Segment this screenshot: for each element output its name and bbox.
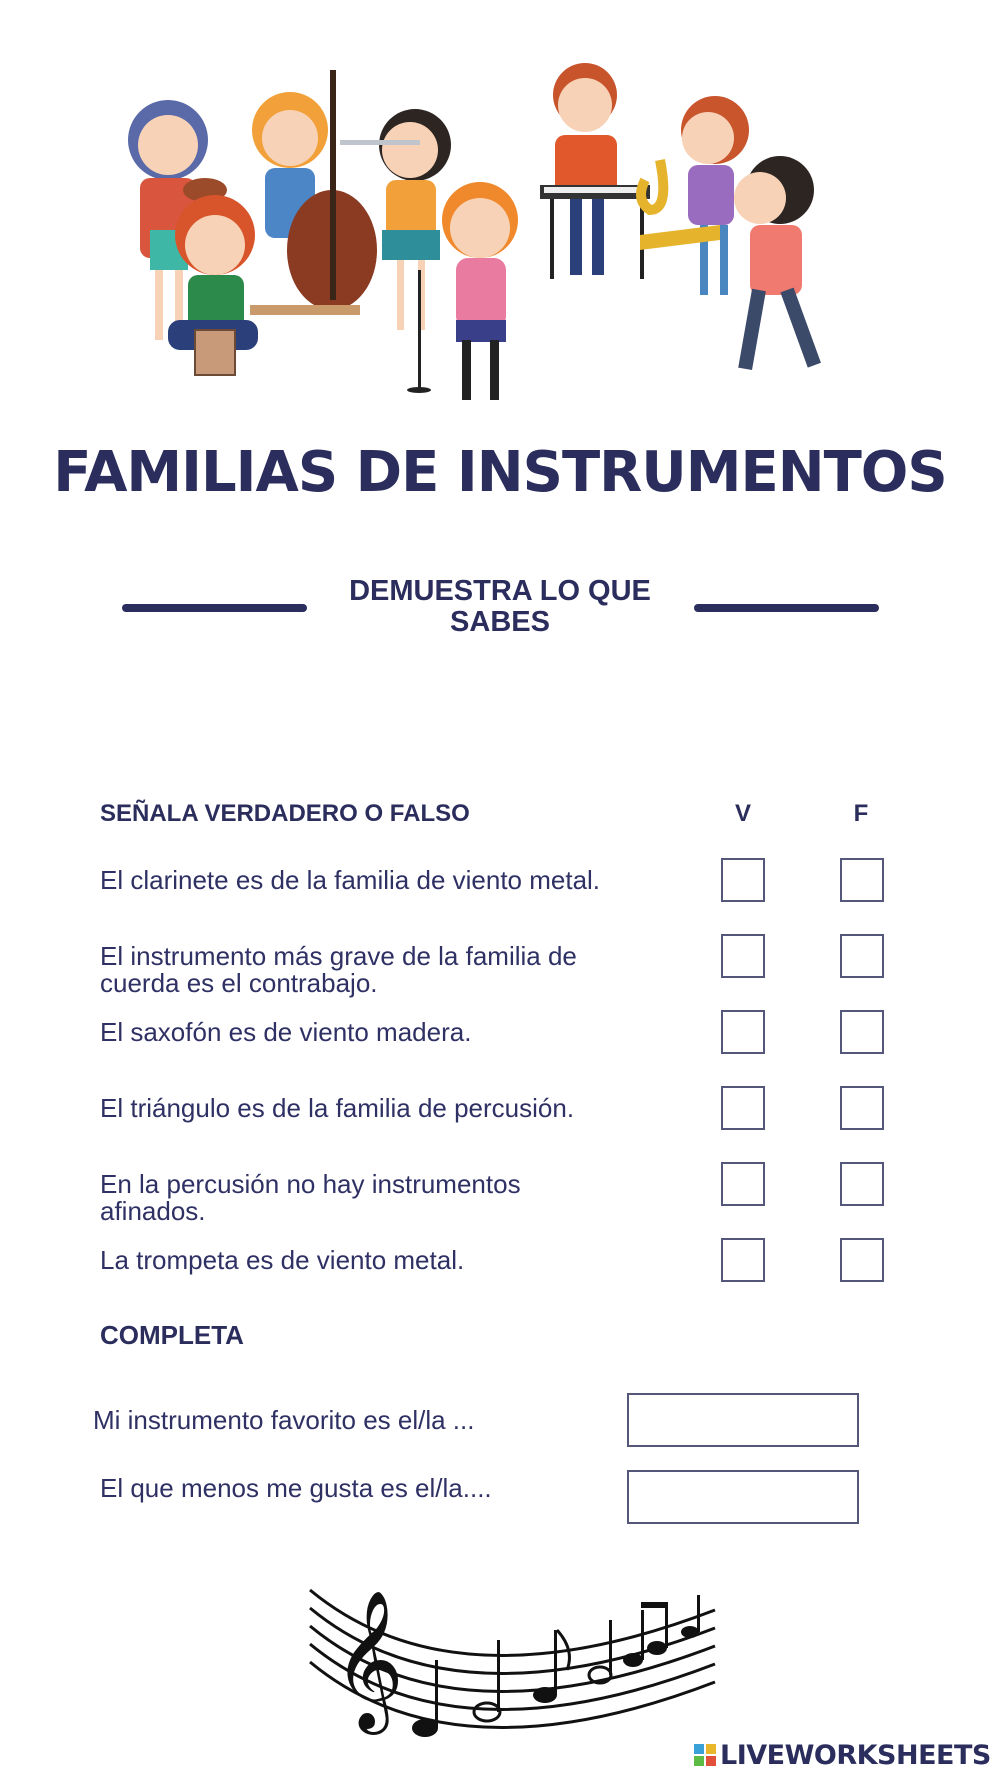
favorite-instrument-label: Mi instrumento favorito es el/la ... <box>93 1405 475 1435</box>
question-4-true-checkbox[interactable] <box>721 1086 765 1130</box>
question-4-line-1: El triángulo es de la familia de percusión. <box>100 1093 575 1123</box>
keyboard-boy-figure <box>540 63 650 279</box>
least-liked-instrument-label: El que menos me gusta es el/la.... <box>100 1473 492 1503</box>
question-5-text <box>100 1171 660 1225</box>
true-column-label: V <box>734 800 751 827</box>
question-1-true-checkbox[interactable] <box>721 858 765 902</box>
children-orchestra-illustration <box>100 50 920 450</box>
question-3-true-checkbox[interactable] <box>721 1010 765 1054</box>
true-false-heading: SEÑALA VERDADERO O FALSO <box>100 800 470 827</box>
subtitle-line-2: SABES <box>450 606 550 638</box>
brand-name: LIVEWORKSHEETS <box>720 1740 991 1771</box>
question-2-false-checkbox[interactable] <box>840 934 884 978</box>
music-staff-decoration <box>305 1580 720 1740</box>
question-4-false-checkbox[interactable] <box>840 1086 884 1130</box>
question-5-line-1: En la percusión no hay instrumentos <box>100 1169 521 1199</box>
question-1-line-1: El clarinete es de la familia de viento metal. <box>100 865 601 895</box>
question-3-false-checkbox[interactable] <box>840 1010 884 1054</box>
question-5-false-checkbox[interactable] <box>840 1162 884 1206</box>
question-3-line-1: El saxofón es de viento madera. <box>100 1017 472 1047</box>
question-6-text <box>100 1247 660 1274</box>
question-3-text <box>100 1019 660 1046</box>
cello-girl-figure <box>250 70 377 315</box>
question-6-line-1: La trompeta es de viento metal. <box>100 1245 465 1275</box>
question-2-line-1: El instrumento más grave de la familia de <box>100 941 577 971</box>
divider-left <box>122 604 307 612</box>
favorite-instrument-input[interactable] <box>627 1393 859 1447</box>
divider-right <box>694 604 879 612</box>
question-5-line-2: afinados. <box>100 1196 206 1226</box>
page-title: FAMILIAS DE INSTRUMENTOS <box>53 440 947 505</box>
question-1-false-checkbox[interactable] <box>840 858 884 902</box>
question-6-true-checkbox[interactable] <box>721 1238 765 1282</box>
question-2-text <box>100 943 660 997</box>
question-4-text <box>100 1095 660 1122</box>
liveworksheets-logo-icon <box>694 1744 716 1768</box>
saxophone-girl-figure <box>641 96 749 295</box>
subtitle <box>330 576 670 638</box>
complete-heading: COMPLETA <box>100 1320 244 1350</box>
question-6-false-checkbox[interactable] <box>840 1238 884 1282</box>
question-1-text <box>100 867 660 894</box>
question-2-line-2: cuerda es el contrabajo. <box>100 968 378 998</box>
least-liked-instrument-input[interactable] <box>627 1470 859 1524</box>
question-5-true-checkbox[interactable] <box>721 1162 765 1206</box>
question-2-true-checkbox[interactable] <box>721 934 765 978</box>
treble-clef-icon: 𝄞 <box>333 1590 404 1729</box>
subtitle-line-1: DEMUESTRA LO QUE <box>349 575 651 607</box>
false-column-label: F <box>853 800 869 827</box>
